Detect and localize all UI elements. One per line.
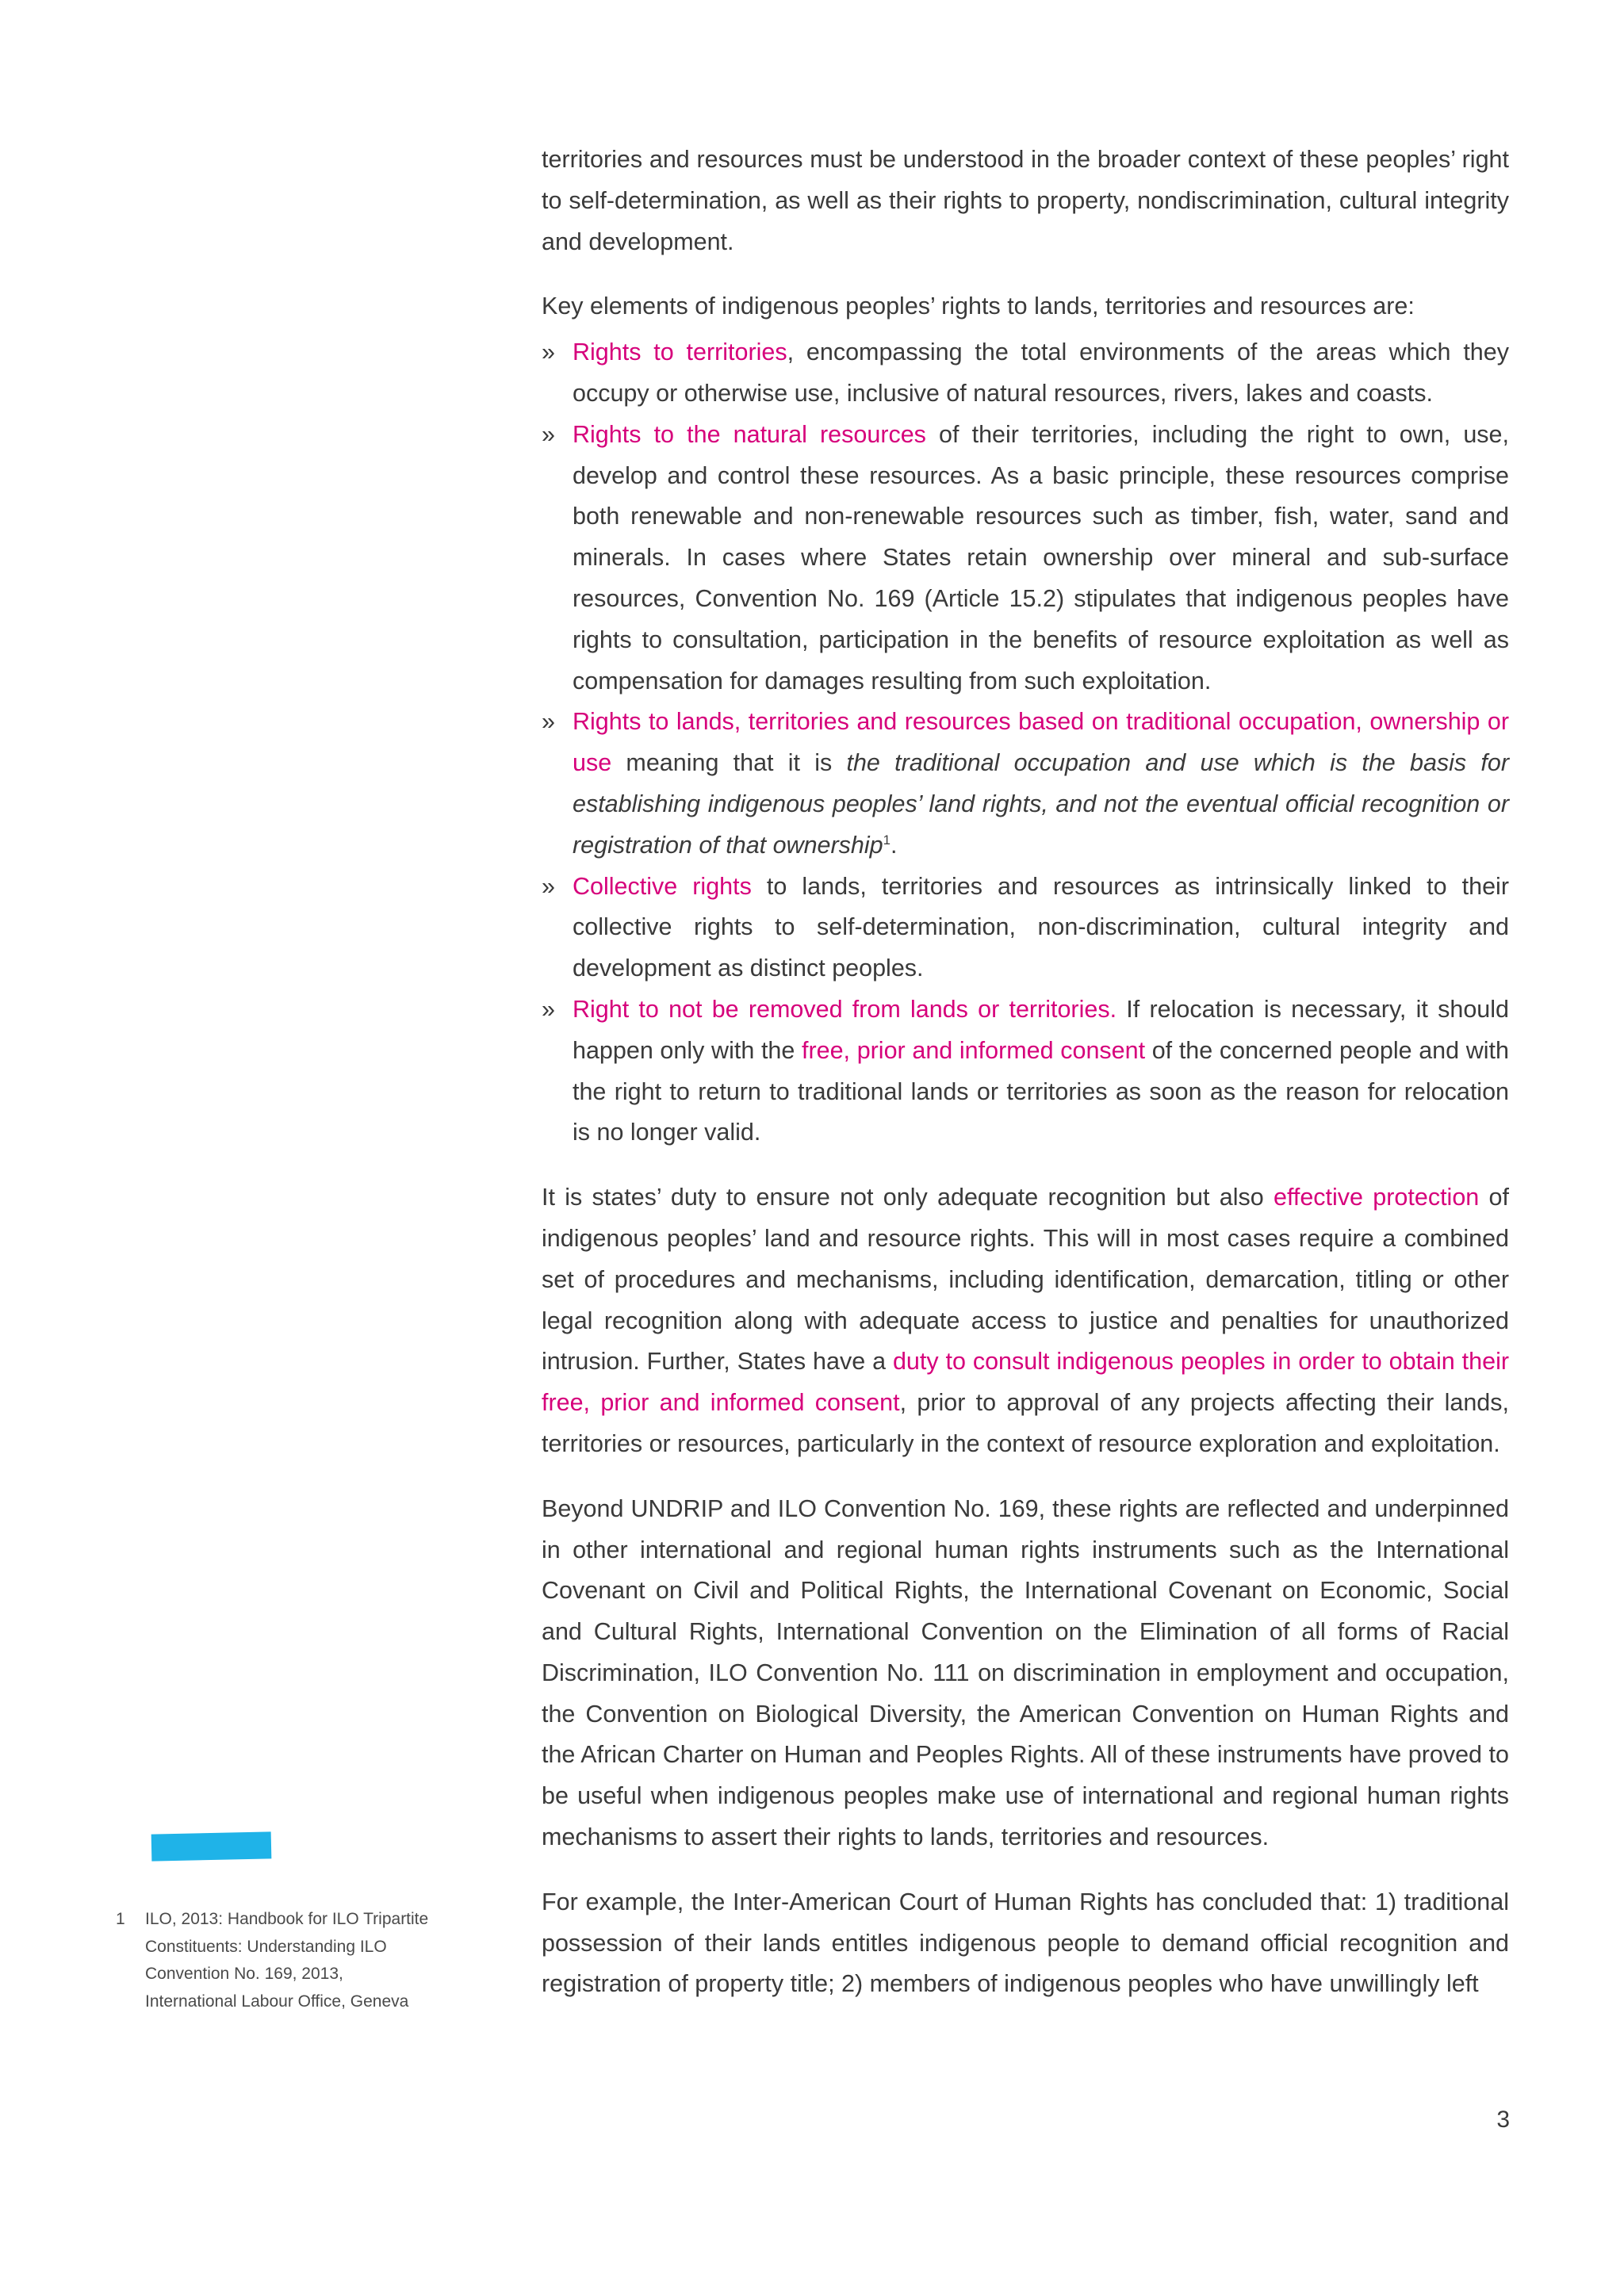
bullet-rights-traditional-occupation bbox=[542, 702, 1509, 866]
bullet-marker: » bbox=[542, 995, 555, 1023]
bullet-text: to lands, territories and resources as intrinsically linked to their collective rights to self-determination, non-discrimination, cultural integrity and development as distinct peoples. bbox=[573, 872, 1509, 982]
bullet-rights-to-natural-resources bbox=[542, 415, 1509, 702]
paragraph-text: of indigenous peoples’ land and resource rights. This will in most cases require a combined set of procedures and mechanisms, including identification, demarcation, titling or other legal recognition along with adequate access to justice and penalties for unauthorized intrusion. Further, States have a bbox=[542, 1184, 1509, 1376]
bullet-heading: Rights to the natural resources bbox=[573, 420, 926, 448]
bullet-text: , encompassing the total environments of the areas which they occupy or otherwise use, inclusive of natural resources, rivers, lakes and coasts. bbox=[573, 339, 1509, 407]
footnote-number: 1 bbox=[116, 1910, 125, 1928]
bullet-marker: » bbox=[542, 708, 555, 736]
decorative-blue-bar bbox=[151, 1831, 272, 1861]
paragraph-example: For example, the Inter-American Court of Human Rights has concluded that: 1) traditional possession of their lands entitles indigenous people to demand official recognition and registration of property title; 2) members of indigenous peoples who have unwillingly left bbox=[542, 1888, 1509, 1998]
bullet-right-not-removed bbox=[542, 989, 1509, 1154]
paragraph-instruments: Beyond UNDRIP and ILO Convention No. 169, these rights are reflected and underpinned in other international and regional human rights instruments such as the International Covenant on Civil and Political Rights, the International Covenant on Economic, Social and Cultural Rights, International Convention on the Elimination of all forms of Racial Discrimination, ILO Convention No. 111 on discrimination in employment and occupation, the Convention on Biological Diversity, the American Convention on Human Rights and the African Charter on Human and Peoples Rights. All of these instruments have proved to be useful when indigenous peoples make use of international and regional human rights mechanisms to assert their rights to lands, territories and resources. bbox=[542, 1494, 1509, 1851]
paragraph-intro: territories and resources must be understood in the broader context of these peoples’ right to self-determination, as well as their rights to property, nondiscrimination, cultural integrity and development. bbox=[542, 146, 1509, 255]
bullet-text-end: of the concerned people and with the right to return to traditional lands or territories as soon as the reason for relocation is no longer valid. bbox=[573, 1036, 1509, 1146]
bullet-marker: » bbox=[542, 420, 555, 448]
paragraph-key-elements: Key elements of indigenous peoples’ rights to lands, territories and resources are: bbox=[542, 293, 1415, 320]
footnote-reference: 1 bbox=[883, 832, 891, 848]
bullet-heading: Right to not be removed from lands or territories. bbox=[573, 995, 1117, 1023]
bullet-text-end: . bbox=[890, 831, 898, 859]
paragraph-text: , prior to approval of any projects affecting their lands, territories or resources, particularly in the context of resource exploration and exploitation. bbox=[542, 1389, 1509, 1457]
bullet-italic-text: the traditional occupation and use which is the basis for establishing indigenous peoples’ land rights, and not the eventual official recognition or registration of that ownership bbox=[573, 749, 1510, 859]
page-number: 3 bbox=[1496, 2107, 1510, 2133]
bullet-collective-rights bbox=[542, 867, 1509, 989]
highlight-duty-to-consult: duty to consult indigenous peoples in order to obtain their free, prior and informed consent bbox=[542, 1348, 1509, 1417]
bullet-marker: » bbox=[542, 339, 555, 366]
paragraph-states-duty bbox=[542, 1177, 1509, 1465]
bullet-highlight: free, prior and informed consent bbox=[802, 1036, 1146, 1064]
paragraph-text: It is states’ duty to ensure not only adequate recognition but also bbox=[542, 1184, 1274, 1211]
footnote-text: ILO, 2013: Handbook for ILO Tripartite Constituents: Understanding ILO Convention No. 169, 2013, International Labour Office, Geneva bbox=[145, 1910, 429, 2011]
main-text-column bbox=[542, 140, 1509, 2029]
bullet-marker: » bbox=[542, 872, 555, 900]
rights-bullet-list bbox=[542, 332, 1509, 1154]
bullet-rights-to-territories bbox=[542, 332, 1509, 415]
highlight-effective-protection: effective protection bbox=[1273, 1184, 1480, 1211]
bullet-text: of their territories, including the right to own, use, develop and control these resources. As a basic principle, these resources comprise both renewable and non-renewable resources such as timber, fish, water, sand and minerals. In cases where States retain ownership over mineral and sub-surface resources, Convention No. 169 (Article 15.2) stipulates that indigenous peoples have rights to consultation, participation in the benefits of resource exploitation as well as compensation for damages resulting from such exploitation. bbox=[573, 420, 1509, 695]
bullet-text: meaning that it is bbox=[611, 749, 847, 777]
bullet-text: If relocation is necessary, it should happen only with the bbox=[573, 995, 1509, 1064]
bullet-heading: Rights to territories bbox=[573, 339, 787, 366]
bullet-heading: Collective rights bbox=[573, 872, 752, 900]
footnote bbox=[116, 1906, 433, 2015]
bullet-heading: Rights to lands, territories and resources based on traditional occupation, ownership or use bbox=[573, 708, 1509, 777]
